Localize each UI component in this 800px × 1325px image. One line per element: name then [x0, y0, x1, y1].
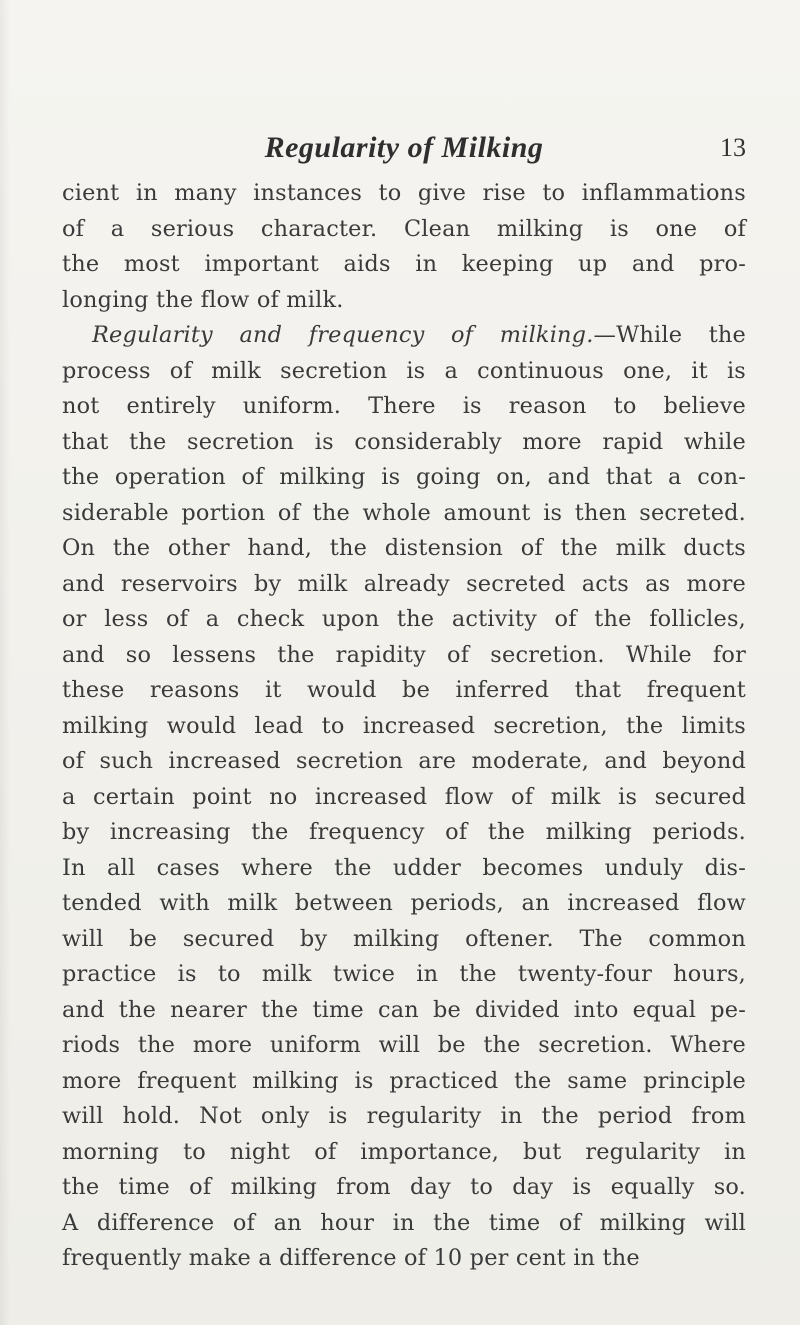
text-line: On the other hand, the distension of the milk ducts — [62, 535, 746, 561]
text-line: riods the more uniform will be the secretion. Where — [62, 1032, 746, 1058]
text-line: more frequent milking is practiced the same principle — [62, 1067, 746, 1094]
text-line: of such increased secretion are moderate, and beyond — [62, 748, 746, 774]
subheading-line — [62, 318, 746, 354]
text-line: milking would lead to increased secretion, the limits — [62, 712, 746, 739]
text-line: the operation of milking is going on, and that a con- — [62, 464, 746, 490]
text-line: tended with milk between periods, an increased flow — [62, 890, 746, 916]
subheading-italic: Regularity and frequency of milking. — [92, 322, 594, 348]
text-line: longing the flow of milk. — [62, 286, 344, 313]
page-edge-shadow — [0, 0, 10, 1325]
text-line: these reasons it would be inferred that frequent — [62, 677, 746, 703]
running-head: Regularity of Milking — [264, 131, 544, 164]
text-line: not entirely uniform. There is reason to believe — [62, 393, 746, 419]
text-line: In all cases where the udder becomes unduly dis- — [62, 854, 746, 881]
text-line: will be secured by milking oftener. The common — [62, 925, 746, 952]
text-line: A difference of an hour in the time of milking will — [62, 1209, 746, 1236]
text-line: practice is to milk twice in the twenty-four hours, — [62, 961, 746, 987]
text-line: of a serious character. Clean milking is one of — [62, 215, 746, 242]
text-line: by increasing the frequency of the milking periods. — [62, 819, 746, 845]
text-line: morning to night of importance, but regularity in — [62, 1138, 746, 1165]
text-line: the time of milking from day to day is equally so. — [62, 1174, 746, 1200]
page-header — [62, 128, 746, 168]
text-line: and so lessens the rapidity of secretion. While for — [62, 641, 746, 668]
text-line: that the secretion is considerably more rapid while — [62, 428, 746, 455]
text-line: cient in many instances to give rise to inflammations — [62, 180, 746, 206]
text-line: a certain point no increased flow of milk is secured — [62, 783, 746, 810]
body-text — [62, 176, 746, 1277]
text-line: and the nearer the time can be divided into equal pe- — [62, 996, 746, 1023]
page-number: 13 — [720, 133, 746, 162]
text-line: and reservoirs by milk already secreted acts as more — [62, 570, 746, 597]
text-line: siderable portion of the whole amount is then secreted. — [62, 499, 746, 526]
text-line: the most important aids in keeping up and pro- — [62, 251, 746, 277]
text-line: or less of a check upon the activity of the follicles, — [62, 606, 746, 632]
text-line: frequently make a difference of 10 per cent in the — [62, 1245, 640, 1271]
text-line: will hold. Not only is regularity in the period from — [62, 1103, 746, 1129]
subheading-rest: —While the — [593, 322, 747, 348]
text-line: process of milk secretion is a continuous one, it is — [62, 357, 746, 384]
